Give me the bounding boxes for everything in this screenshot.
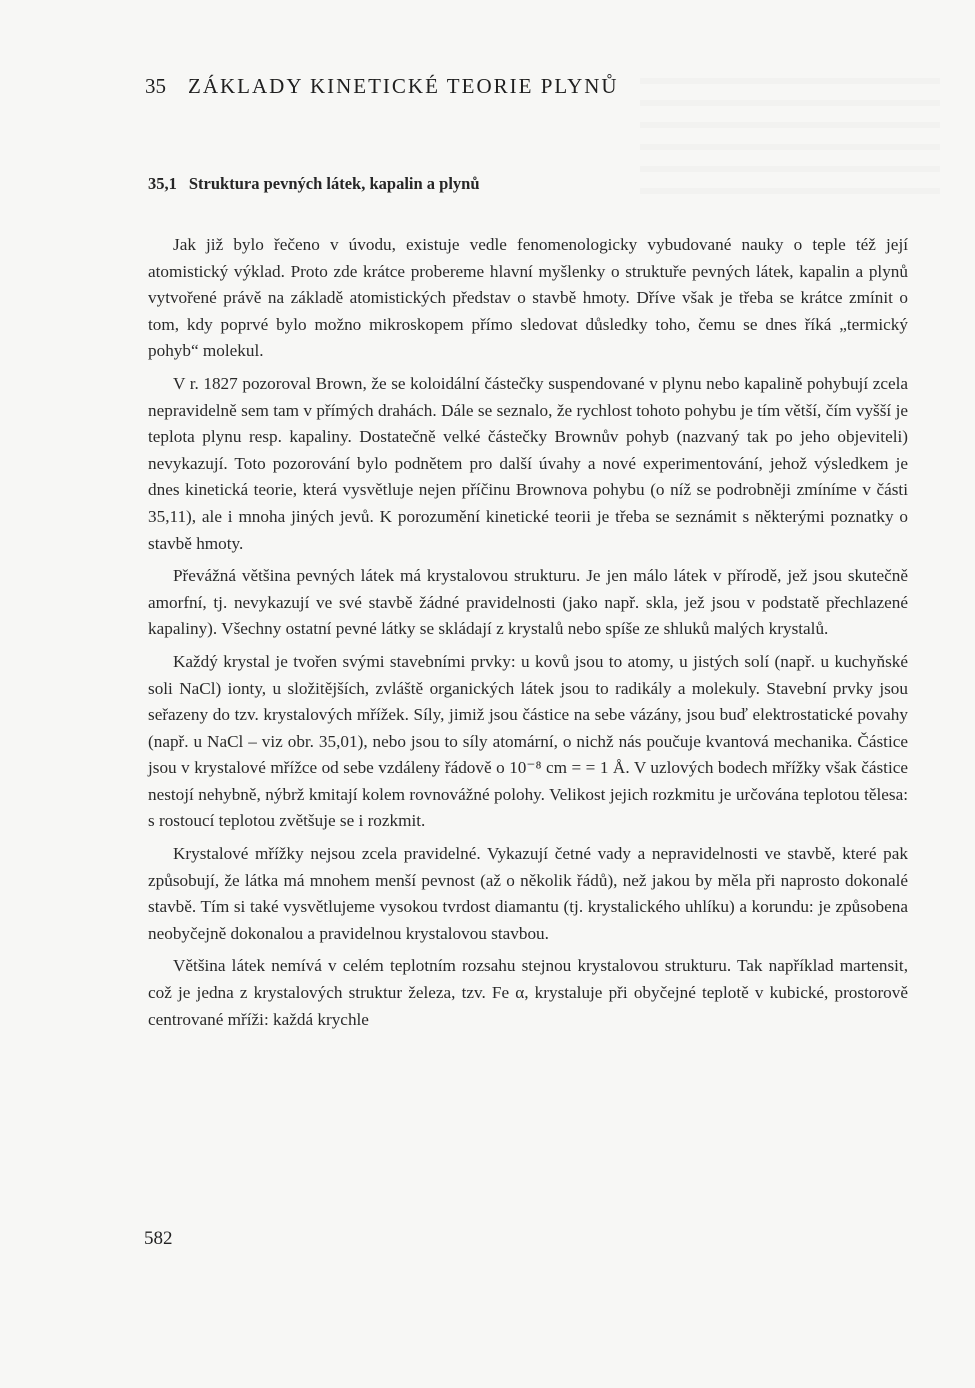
body-text [148,232,908,1039]
paragraph: V r. 1827 pozoroval Brown, že se koloidální částečky suspendované v plynu nebo kapalině pohybují zcela nepravidelně sem tam v přímých drahách. Dále se seznalo, že rychlost tohoto pohybu je tím větší, čím vyšší je teplota plynu resp. kapaliny. Dostatečně velké částečky Brownův pohyb (nazvaný tak po jeho objeviteli) nevykazují. Toto pozorování bylo podnětem pro další úvahy a nové experimentování, jehož výsledkem je dnes kinetická teorie, která vysvětluje nejen příčinu Brownova pohybu (o níž se podrobněji zmíníme v části 35,11), ale i mnoha jiných jevů. K porozumění kinetické teorii je třeba se seznámit s některými poznatky o stavbě hmoty. [148,373,908,553]
paragraph: Každý krystal je tvořen svými stavebními prvky: u kovů jsou to atomy, u jistých solí (např. u kuchyňské soli NaCl) ionty, u složitějších, zvláště organických látek jsou to radikály a molekuly. Stavební prvky jsou seřazeny do tzv. krystalových mřížek. Síly, jimiž jsou částice na sebe vázány, jsou buď elektrostatické povahy (např. u NaCl – viz obr. 35,01), nebo jsou to síly atomární, o nichž nás poučuje kvantová mechanika. Částice jsou v krystalové mřížce od sebe vzdáleny řádově o 10⁻⁸ cm = = 1 Å. V uzlových bodech mřížky však částice nestojí nehybně, nýbrž kmitají kolem rovnovážné polohy. Velikost jejich rozkmitu je určována teplotou tělesa: s rostoucí teplotou zvětšuje se i rozkmit. [148,651,908,831]
paragraph: Jak již bylo řečeno v úvodu, existuje vedle fenomenologicky vybudované nauky o teple též její atomistický výklad. Proto zde krátce probereme hlavní myšlenky o struktuře pevných látek, kapalin a plynů vytvořené právě na základě atomistických představ o stavbě hmoty. Dříve však je třeba se krátce zmínit o tom, kdy poprvé bylo možno mikroskopem přímo sledovat důsledky toho, čemu se dnes říká „termický pohyb“ molekul. [148,235,908,361]
section-title: Struktura pevných látek, kapalin a plynů [188,174,480,193]
page-number: 582 [144,1228,173,1249]
chapter-heading [145,74,865,99]
chapter-title: ZÁKLADY KINETICKÉ TEORIE PLYNŮ [188,74,619,98]
chapter-number: 35 [145,74,166,98]
paragraph: Většina látek nemívá v celém teplotním rozsahu stejnou krystalovou strukturu. Tak například martensit, což je jedna z krystalových struktur železa, tzv. Fe α, krystaluje při obyčejné teplotě v kubické, prostorově centrované mříži: každá krychle [148,956,908,1029]
paragraph: Převážná většina pevných látek má krystalovou strukturu. Je jen málo látek v přírodě, jež jsou skutečně amorfní, tj. nevykazují ve své stavbě žádné pravidelnosti (jako např. skla, jež jsou v podstatě přechlazené kapaliny). Všechny ostatní pevné látky se skládají z krystalů nebo spíše ze shluků malých krystalů. [148,566,908,639]
section-number: 35,1 [148,174,177,193]
section-heading [148,174,868,194]
paragraph: Krystalové mřížky nejsou zcela pravidelné. Vykazují četné vady a nepravidelnosti ve stavbě, které pak způsobují, že látka má mnohem menší pevnost (až o několik řádů), než jakou by měla při naprosto dokonalé stavbě. Tím si také vysvětlujeme vysokou tvrdost diamantu (tj. krystalického uhlíku) a korundu: je způsobena neobyčejně dokonalou a pravidelnou krystalovou stavbou. [148,844,908,943]
